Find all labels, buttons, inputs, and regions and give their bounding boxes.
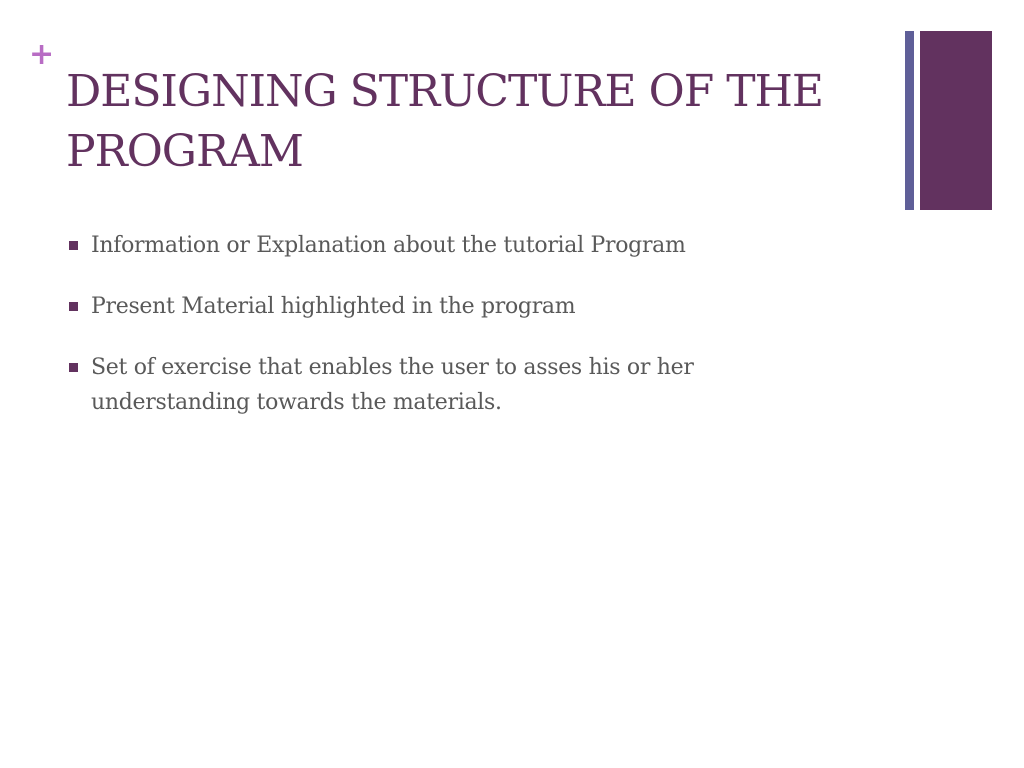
bullet-item — [66, 228, 826, 263]
slide-title: DESIGNING STRUCTURE OF THE PROGRAM — [66, 66, 824, 177]
plus-icon: + — [29, 37, 55, 72]
bullet-square-icon — [69, 363, 78, 372]
bullet-square-icon — [69, 302, 78, 311]
bullet-list — [66, 228, 826, 446]
accent-bar-thick — [920, 31, 992, 210]
bullet-text: Set of exercise that enables the user to asses his or her understanding towards the materials. — [91, 355, 694, 415]
bullet-text: Present Material highlighted in the program — [91, 294, 576, 319]
bullet-text: Information or Explanation about the tutorial Program — [91, 233, 686, 258]
bullet-item — [66, 289, 826, 324]
bullet-item — [66, 350, 826, 420]
accent-bar-thin — [905, 31, 914, 210]
bullet-square-icon — [69, 241, 78, 250]
